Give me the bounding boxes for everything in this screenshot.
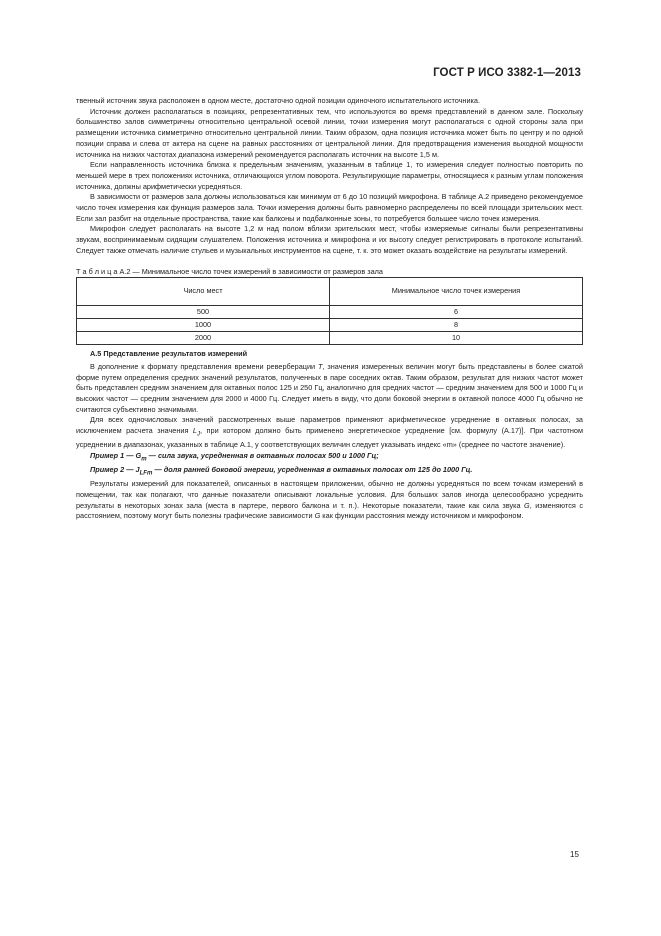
paragraph: Микрофон следует располагать на высоте 1,2 м над полом вблизи зрительских мест, чтобы измеряемые сигналы были репрезентативны звукам, воспринимаемым сидящим слушателем. Положения источника и микрофона и их высоту следует регистрировать в протоколе испытаний. Следует также отмечать наличие стульев и музыкальных инструментов на сцене, т. к. это может оказать воздействие на результаты измерений.: [76, 224, 583, 255]
paragraph: Если направленность источника близка к предельным значениям, указанным в таблице 1, то измерения следует полностью повторить по меньшей мере в трех положениях источника, отличающихся углом поворота. Результирующие параметры, относящиеся к разным углам положения источника, должны арифметически усредняться.: [76, 160, 583, 191]
table-cell: 500: [77, 306, 330, 319]
document-code: ГОСТ Р ИСО 3382-1—2013: [433, 67, 581, 79]
table-row: [77, 319, 583, 332]
example-1: Пример 1 — $G_m$ — сила звука, усредненная в октавных полосах 500 и 1000 Гц;: [90, 451, 379, 463]
column-header: Минимальное число точек измерения: [330, 278, 583, 306]
page-content: [76, 96, 583, 522]
paragraph: В зависимости от размеров зала должны использоваться как минимум от 6 до 10 позиций микрофона. В таблице А.2 приведено рекомендуемое число точек измерения как функция размеров зала. Точки измерения должны быть равномерно распределены по всей площади зрительских мест. Если зал разбит на отдельные пространства, такие как балконы и подбалконные зоны, то потребуется большее число точек измерения.: [76, 192, 583, 223]
table-cell: 1000: [77, 319, 330, 332]
paragraph: твенный источник звука расположен в одном месте, достаточно одной позиции одиночного испытательного источника.: [76, 96, 480, 105]
table-header-row: [77, 278, 583, 306]
table-cell: 2000: [77, 332, 330, 345]
table-cell: 10: [330, 332, 583, 345]
table-cell: 6: [330, 306, 583, 319]
table-caption: Т а б л и ц а А.2 — Минимальное число точек измерений в зависимости от размеров зала: [76, 266, 383, 276]
table-cell: 8: [330, 319, 583, 332]
page-number: 15: [570, 850, 579, 859]
paragraph: Результаты измерений для показателей, описанных в настоящем приложении, обычно не должны усредняться по всем точкам измерений в помещении, так как полагают, что данные показатели описывают локальные условия. Для больших залов иногда целесообразно усреднить результаты в некоторых зонах зала (места в партере, первого балкона и т. п.). Некоторые показатели, такие как сила звука G, изменяются с расстоянием, поэтому могут быть полезны графические зависимости G как функции расстояния между источником и микрофоном.: [76, 479, 583, 521]
paragraph: Источник должен располагаться в позициях, репрезентативных тем, что используются во время представлений в данном зале. Поскольку большинство залов симметричны относительно центральной осевой линии, точки измерения могут располагаться с одной стороны зала при размещении источника симметрично относительно центральной линии. Таким образом, одна позиция источника может быть по центру и по одной позиции справа и слева от актера на сцене на равных расстояниях от центральной линии. Для предотвращения изменения выходной мощности источника на низких частотах диапазона измерений рекомендуется располагать источник на высоте 1,5 м.: [76, 106, 583, 159]
paragraph: Для всех одночисловых значений рассмотренных выше параметров применяют арифметическое усреднение в октавных полосах, за исключением расчета значения $L_J$, при котором должно быть применено энергетическое усреднение [см. формулу (А.17)]. При частотном усреднении в диапазонах, указанных в таблице А.1, у соответствующих величин следует указывать индекс «m» (среднее по частоте значение).: [76, 415, 583, 450]
column-header: Число мест: [77, 278, 330, 306]
table-row: [77, 306, 583, 319]
table-row: [77, 332, 583, 345]
measurement-points-table: [76, 277, 583, 345]
section-title: А.5 Представление результатов измерений: [90, 349, 248, 359]
paragraph: В дополнение к формату представления времени реверберации T, значения измеренных величин могут быть представлены в более сжатой форме путем определения средних значений результатов, полученных в паре соседних октав. Таким образом, результат для низких частот может быть представлен средним значением для октавных полос 125 и 250 Гц, аналогично для средних частот — средним значением для 500 и 1000 Гц и высоких частот — средним значением для 2000 и 4000 Гц. Следует иметь в виду, что доли боковой энергии в октавной полосе 4000 Гц обычно не считаются субъективно значимыми.: [76, 361, 583, 414]
example-2: Пример 2 — $J_{LFm}$ — доля ранней боковой энергии, усредненная в октавных полосах от 125 до 1000 Гц.: [90, 465, 473, 477]
